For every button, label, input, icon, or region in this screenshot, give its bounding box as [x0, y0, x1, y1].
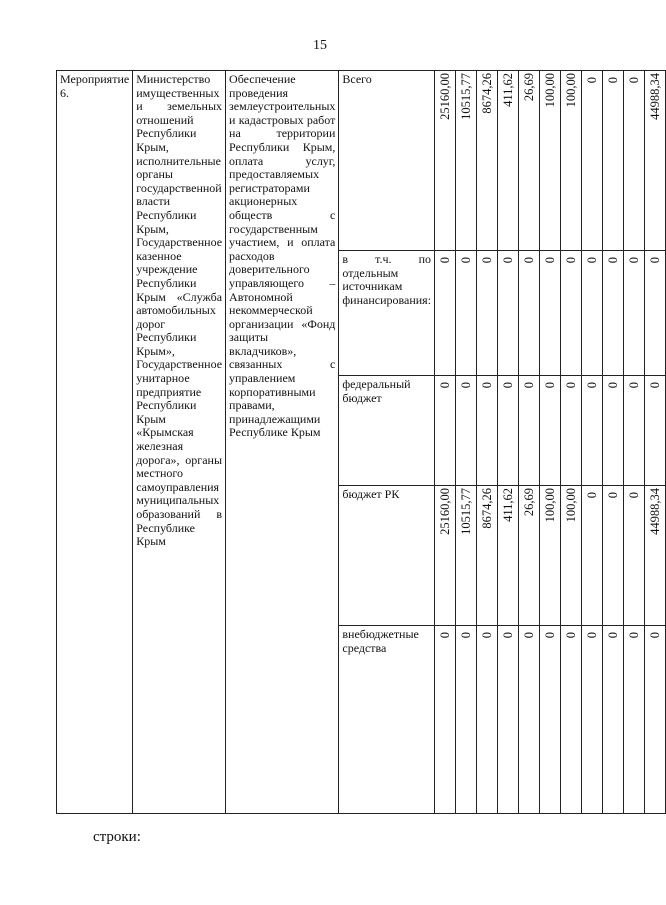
- value-text: 0: [543, 631, 558, 638]
- page-number: 15: [313, 38, 327, 53]
- value-cell: [456, 71, 477, 251]
- value-cell: [435, 376, 456, 486]
- value-text: 0: [543, 256, 558, 263]
- value-cell: [456, 626, 477, 814]
- value-cell: [624, 71, 645, 251]
- value-text: 0: [522, 631, 537, 638]
- value-text: 100,00: [543, 488, 558, 523]
- value-text: 0: [459, 381, 474, 388]
- value-text: 0: [606, 631, 621, 638]
- value-cell: [645, 251, 666, 376]
- table-row: [57, 71, 666, 251]
- value-cell: [561, 486, 582, 626]
- value-cell: [519, 71, 540, 251]
- value-text: 0: [438, 381, 453, 388]
- value-text: 411,62: [501, 488, 516, 522]
- activity-cell: Мероприятие 6.: [57, 71, 133, 814]
- value-cell: [603, 486, 624, 626]
- value-cell: [582, 376, 603, 486]
- value-cell: [603, 71, 624, 251]
- value-text: 100,00: [564, 488, 579, 523]
- value-text: 0: [564, 381, 579, 388]
- value-cell: [603, 376, 624, 486]
- value-text: 10515,77: [459, 73, 474, 120]
- value-cell: [456, 376, 477, 486]
- source-cell: бюджет РК: [339, 486, 435, 626]
- value-cell: [645, 376, 666, 486]
- value-cell: [582, 251, 603, 376]
- value-cell: [540, 71, 561, 251]
- budget-table: [56, 70, 666, 814]
- value-text: 0: [606, 256, 621, 263]
- value-cell: [561, 376, 582, 486]
- value-text: 100,00: [564, 73, 579, 108]
- value-cell: [498, 251, 519, 376]
- value-cell: [498, 626, 519, 814]
- value-cell: [540, 626, 561, 814]
- value-text: 0: [627, 76, 642, 83]
- value-cell: [603, 626, 624, 814]
- value-text: 0: [543, 381, 558, 388]
- value-cell: [498, 486, 519, 626]
- value-text: 0: [585, 256, 600, 263]
- value-cell: [456, 486, 477, 626]
- value-text: 10515,77: [459, 488, 474, 535]
- value-cell: [540, 376, 561, 486]
- value-text: 0: [438, 256, 453, 263]
- value-text: 0: [585, 76, 600, 83]
- value-cell: [540, 486, 561, 626]
- value-text: 0: [522, 381, 537, 388]
- value-cell: [603, 251, 624, 376]
- value-text: 44988,34: [648, 488, 663, 535]
- value-cell: [624, 251, 645, 376]
- executor-cell: Министерство имущественных и земельных отношений Республики Крым, исполнительные органы государственной власти Республики Крым, Государственное казенное учреждение Республики Крым «Служба автомобильных дорог Республики Крым», Государственное унитарное предприятие Республики Крым «Крымская железная дорога», органы местного самоуправления муниципальных образований в Республике Крым: [133, 71, 226, 814]
- value-cell: [477, 251, 498, 376]
- value-text: 100,00: [543, 73, 558, 108]
- value-cell: [498, 376, 519, 486]
- value-cell: [645, 486, 666, 626]
- value-text: 0: [459, 631, 474, 638]
- value-text: 0: [585, 631, 600, 638]
- value-cell: [519, 486, 540, 626]
- value-cell: [519, 251, 540, 376]
- value-cell: [624, 626, 645, 814]
- value-text: 0: [606, 491, 621, 498]
- value-text: 0: [522, 256, 537, 263]
- value-cell: [645, 626, 666, 814]
- value-cell: [624, 376, 645, 486]
- value-text: 0: [648, 631, 663, 638]
- value-cell: [477, 71, 498, 251]
- value-cell: [519, 376, 540, 486]
- value-text: 0: [480, 381, 495, 388]
- value-cell: [582, 486, 603, 626]
- value-cell: [582, 71, 603, 251]
- value-text: 26,69: [522, 488, 537, 517]
- source-cell: Всего: [339, 71, 435, 251]
- footer-text: строки:: [93, 829, 141, 845]
- value-cell: [624, 486, 645, 626]
- value-cell: [561, 251, 582, 376]
- value-text: 0: [627, 381, 642, 388]
- description-cell: Обеспечение проведения землеустроительных и кадастровых работ на территории Республики Крым, оплата услуг, предоставляемых регистраторами акционерных обществ с государственным участием, и оплата расходов доверительного управляющего – Автономной некоммерческой организации «Фонд защиты вкладчиков», связанных с управлением корпоративными правами, принадлежащими Республике Крым: [226, 71, 339, 814]
- value-cell: [645, 71, 666, 251]
- value-text: 25160,00: [438, 488, 453, 535]
- value-cell: [435, 71, 456, 251]
- value-cell: [498, 71, 519, 251]
- value-cell: [561, 626, 582, 814]
- value-text: 0: [627, 631, 642, 638]
- value-cell: [477, 486, 498, 626]
- value-text: 0: [480, 256, 495, 263]
- value-text: 0: [648, 381, 663, 388]
- source-cell: внебюджетные средства: [339, 626, 435, 814]
- value-cell: [582, 626, 603, 814]
- value-text: 0: [627, 491, 642, 498]
- value-text: 0: [564, 256, 579, 263]
- value-cell: [561, 71, 582, 251]
- value-cell: [435, 486, 456, 626]
- value-text: 26,69: [522, 73, 537, 102]
- value-text: 8674,26: [480, 73, 495, 114]
- value-text: 0: [501, 256, 516, 263]
- source-cell: в т.ч. по отдельным источникам финансирования:: [339, 251, 435, 376]
- value-text: 8674,26: [480, 488, 495, 529]
- value-cell: [456, 251, 477, 376]
- value-text: 0: [480, 631, 495, 638]
- value-text: 0: [501, 631, 516, 638]
- value-text: 0: [501, 381, 516, 388]
- source-cell: федеральный бюджет: [339, 376, 435, 486]
- value-text: 0: [648, 256, 663, 263]
- value-cell: [540, 251, 561, 376]
- value-text: 0: [627, 256, 642, 263]
- value-text: 0: [585, 491, 600, 498]
- value-cell: [519, 626, 540, 814]
- value-text: 0: [606, 76, 621, 83]
- value-cell: [435, 626, 456, 814]
- value-cell: [477, 376, 498, 486]
- value-text: 0: [564, 631, 579, 638]
- value-text: 411,62: [501, 73, 516, 107]
- value-text: 0: [606, 381, 621, 388]
- value-text: 0: [585, 381, 600, 388]
- value-text: 0: [459, 256, 474, 263]
- value-cell: [435, 251, 456, 376]
- value-cell: [477, 626, 498, 814]
- value-text: 44988,34: [648, 73, 663, 120]
- value-text: 0: [438, 631, 453, 638]
- value-text: 25160,00: [438, 73, 453, 120]
